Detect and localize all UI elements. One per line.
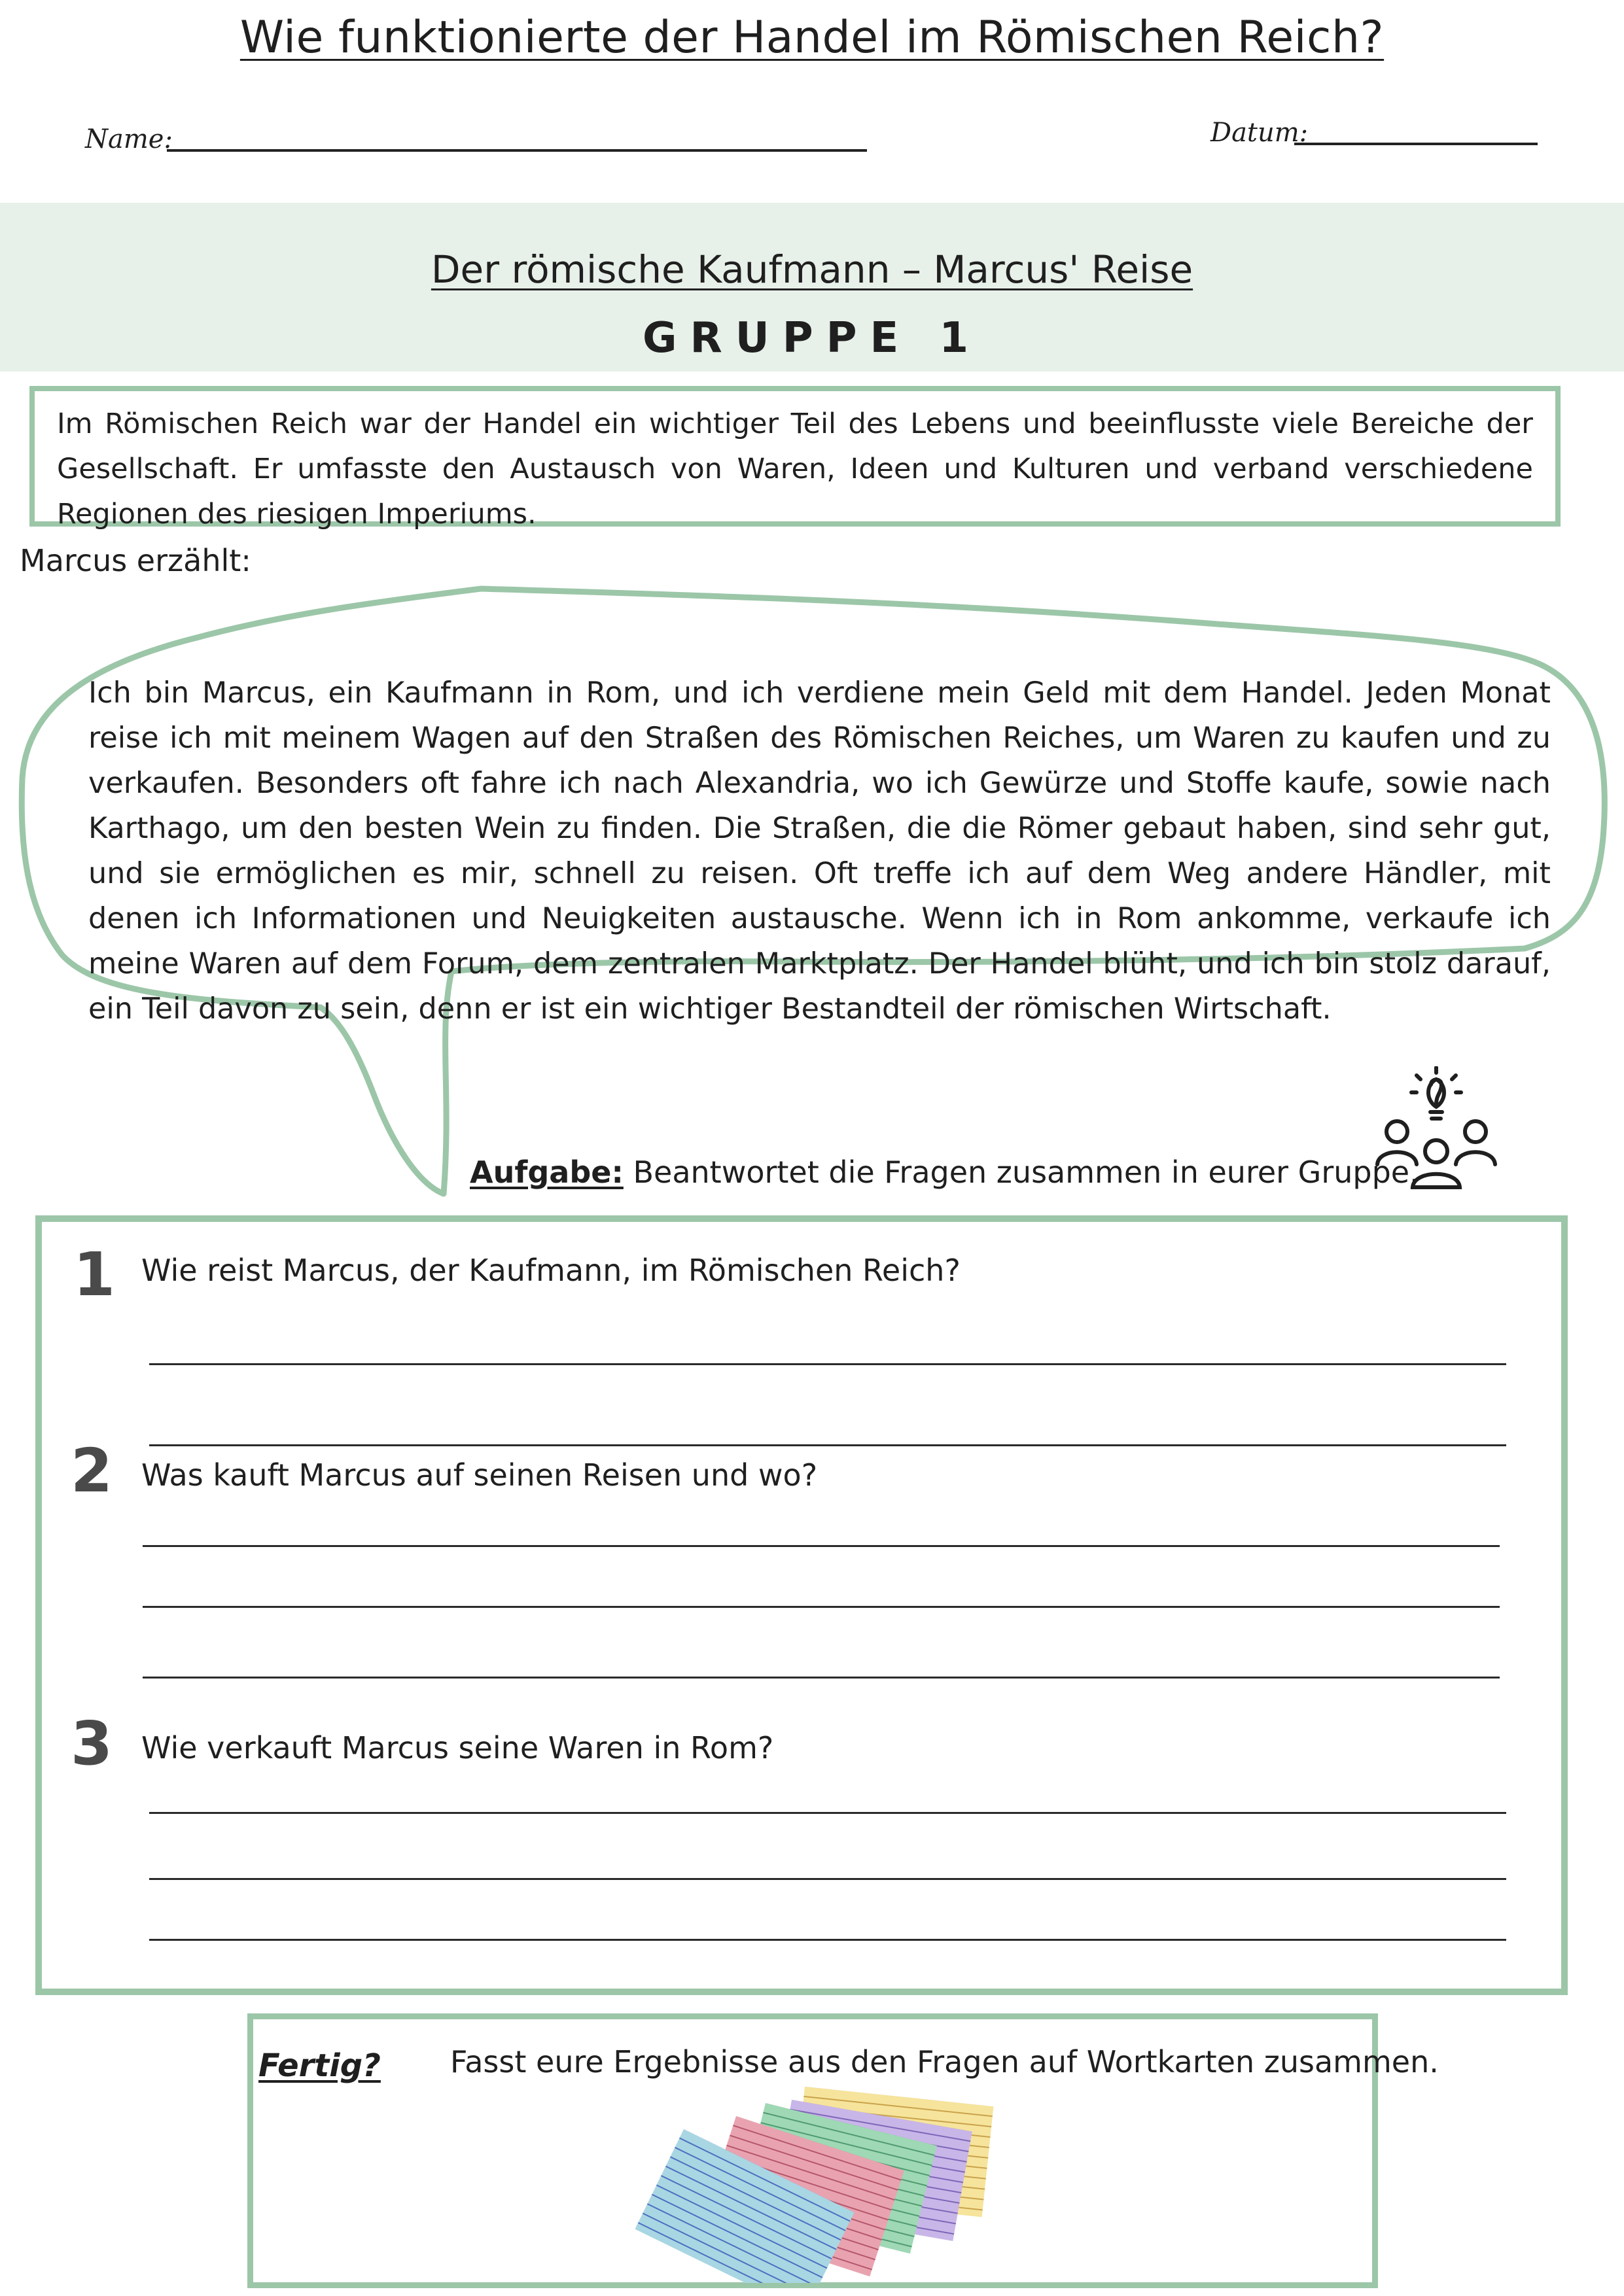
story-text: Ich bin Marcus, ein Kaufmann in Rom, und ich verdiene mein Geld mit dem Handel. Jeden Monat reise ich mit meinem Wagen auf den Straßen des Römischen Reiches, um Waren zu kaufen und zu verkaufen. Besonders oft fahre ich nach Alexandria, wo ich Gewürze und Stoffe kaufe, sowie nach Karthago, um den besten Wein zu finden. Die Straßen, die die Römer gebaut haben, sind sehr gut, und sie ermöglichen es mir, schnell zu reisen. Oft treffe ich auf dem Weg andere Händler, mit denen ich Informationen und Neuigkeiten austausche. Wenn ich in Rom ankomme, verkaufe ich meine Waren auf dem Forum, dem zentralen Marktplatz. Der Handel blüht, und ich bin stolz darauf, ein Teil davon zu sein, denn er ist ein wichtiger Bestandteil der römischen Wirtschaft. <box>88 676 1551 1026</box>
finished-instruction: Fasst eure Ergebnisse aus den Fragen auf Wortkarten zusammen. <box>450 2044 1439 2079</box>
answer-line[interactable] <box>149 1444 1506 1446</box>
speaker-label: Marcus erzählt: <box>20 543 251 578</box>
date-input-line[interactable] <box>1294 143 1538 145</box>
task-text: Beantwortet die Fragen zusammen in eurer Gruppe. <box>623 1155 1419 1190</box>
section-subtitle: Der römische Kaufmann – Marcus' Reise <box>431 247 1193 292</box>
worksheet-title: Wie funktionierte der Handel im Römischen Reich? <box>239 12 1385 63</box>
answer-line[interactable] <box>149 1363 1506 1365</box>
question-text-3: Wie verkauft Marcus seine Waren in Rom? <box>141 1730 774 1765</box>
answer-line[interactable] <box>143 1677 1500 1679</box>
answer-line[interactable] <box>143 1606 1500 1608</box>
answer-line[interactable] <box>149 1878 1506 1880</box>
question-number-2: 2 <box>71 1436 113 1506</box>
question-number-1: 1 <box>73 1240 116 1310</box>
task-instruction <box>470 1155 1419 1190</box>
index-cards-illustration <box>622 2074 1040 2283</box>
date-label: Datum: <box>1210 118 1309 148</box>
answer-line[interactable] <box>149 1812 1506 1814</box>
finished-label: Fertig? <box>258 2047 381 2084</box>
question-text-1: Wie reist Marcus, der Kaufmann, im Römischen Reich? <box>141 1253 961 1288</box>
intro-textbox: Im Römischen Reich war der Handel ein wichtiger Teil des Lebens und beeinflusste viele Bereiche der Gesellschaft. Er umfasste den Austausch von Waren, Ideen und Kulturen und verband verschiedene Regionen des riesigen Imperiums. <box>29 386 1561 527</box>
answer-line[interactable] <box>149 1939 1506 1941</box>
question-number-3: 3 <box>71 1709 113 1779</box>
answer-line[interactable] <box>143 1545 1500 1547</box>
group-heading: GRUPPE 1 <box>642 314 982 362</box>
question-text-2: Was kauft Marcus auf seinen Reisen und wo? <box>141 1457 818 1493</box>
task-label: Aufgabe: <box>470 1155 624 1190</box>
group-idea-icon <box>1371 1066 1508 1197</box>
name-input-line[interactable] <box>167 149 867 152</box>
name-label: Name: <box>85 124 173 154</box>
